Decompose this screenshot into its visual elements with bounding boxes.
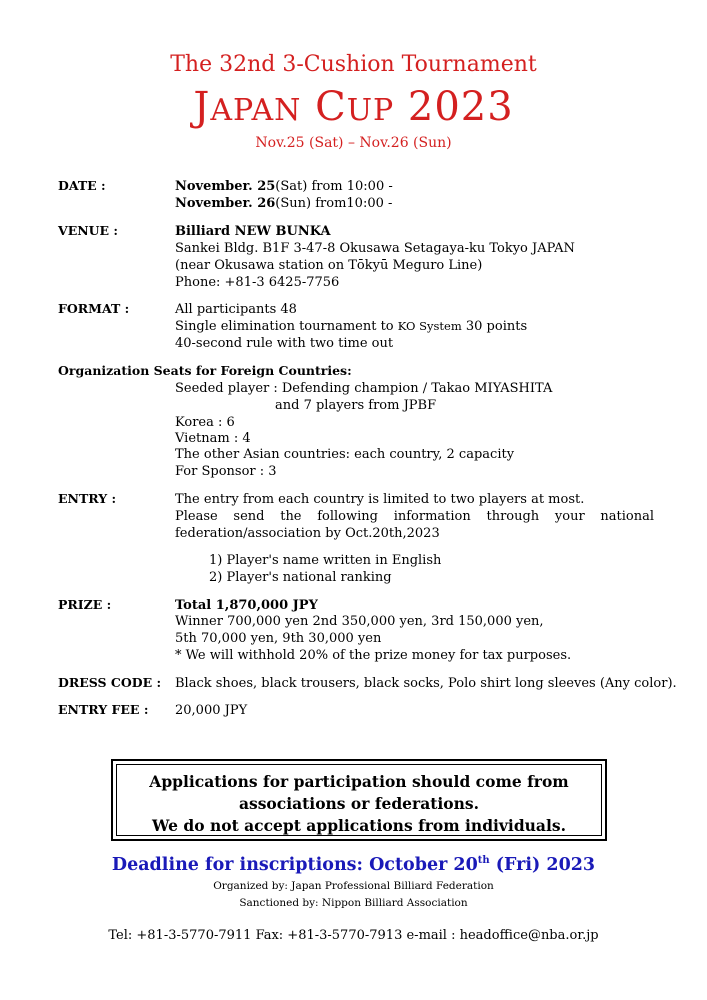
notice-line-1: Applications for participation should come from — [149, 772, 569, 791]
entry-fee-label: ENTRY FEE : — [58, 702, 149, 717]
deadline-year: (Fri) 2023 — [489, 855, 596, 875]
seats-sponsor: For Sponsor : 3 — [175, 464, 277, 479]
title-letter-j: J — [193, 84, 211, 130]
entry-deadline: federation/association by Oct.20th,2023 — [175, 526, 440, 541]
notice-line-3: We do not accept applications from individuals. — [152, 816, 566, 835]
format-timeout: 40-second rule with two time out — [175, 336, 394, 351]
sanctioned-by: Sanctioned by: Nippon Billiard Association — [239, 897, 468, 909]
prize-top3: Winner 700,000 yen 2nd 350,000 yen, 3rd 150,000 yen, — [175, 614, 544, 629]
notice-line-2: associations or federations. — [238, 794, 480, 813]
format-participants: All participants 48 — [175, 302, 297, 317]
prize-total: Total 1,870,000 JPY — [175, 598, 318, 613]
title-year: 2023 — [407, 84, 514, 130]
date-day2-date: November. 26 — [175, 196, 276, 211]
contact-info: Tel: +81-3-5770-7911 Fax: +81-3-5770-7913 e-mail : headoffice@nba.or.jp — [108, 928, 599, 943]
prize-label: PRIZE : — [58, 597, 112, 612]
notice-box — [111, 759, 607, 841]
seats-vietnam: Vietnam : 4 — [175, 431, 251, 446]
entry-label: ENTRY : — [58, 491, 117, 506]
title-up: UP — [346, 93, 395, 128]
date-day1-date: November. 25 — [175, 179, 276, 194]
tournament-title — [0, 84, 707, 130]
notice-inner — [116, 764, 602, 836]
prize-tax-note: * We will withhold 20% of the prize money for tax purposes. — [175, 648, 572, 663]
seats-label: Organization Seats for Foreign Countries: — [58, 363, 352, 378]
title-apan: APAN — [210, 93, 302, 128]
tournament-subtitle: The 32nd 3-Cushion Tournament — [170, 52, 537, 77]
venue-name: Billiard NEW BUNKA — [175, 224, 331, 239]
seats-korea: Korea : 6 — [175, 415, 235, 430]
organized-by: Organized by: Japan Professional Billiard Federation — [213, 880, 494, 892]
venue-near: (near Okusawa station on Tōkyū Meguro Line) — [175, 258, 483, 273]
seats-other: The other Asian countries: each country, 2 capacity — [175, 447, 515, 462]
entry-limit: The entry from each country is limited to two players at most. — [175, 492, 585, 507]
deadline-sup: th — [477, 855, 490, 867]
format-system-c: 30 points — [461, 319, 528, 334]
prize-5th-9th: 5th 70,000 yen, 9th 30,000 yen — [175, 631, 382, 646]
title-letter-c: C — [315, 84, 347, 130]
date-day2-time: (Sun) from10:00 - — [275, 196, 393, 211]
dress-code-text: Black shoes, black trousers, black socks, Polo shirt long sleeves (Any color). — [175, 676, 677, 691]
deadline-text: Deadline for inscriptions: October 20 — [111, 855, 478, 875]
format-system — [175, 318, 527, 335]
seats-seeded-jpbf: and 7 players from JPBF — [275, 398, 437, 413]
format-label: FORMAT : — [58, 301, 130, 316]
deadline — [0, 855, 707, 875]
date-day1-time: (Sat) from 10:00 - — [275, 179, 393, 194]
date-day1 — [175, 178, 393, 195]
format-system-a: Single elimination tournament to — [175, 319, 398, 334]
date-label: DATE : — [58, 178, 106, 193]
entry-instructions: Please send the following information through your national — [175, 509, 654, 524]
tournament-dates: Nov.25 (Sat) – Nov.26 (Sun) — [255, 135, 452, 151]
entry-item-ranking: 2) Player's national ranking — [209, 570, 392, 585]
date-day2 — [175, 195, 392, 212]
dress-code-label: DRESS CODE : — [58, 675, 162, 690]
venue-address: Sankei Bldg. B1F 3-47-8 Okusawa Setagaya-ku Tokyo JAPAN — [175, 241, 575, 256]
entry-fee-text: 20,000 JPY — [175, 703, 248, 718]
venue-label: VENUE : — [58, 223, 119, 238]
seats-seeded: Seeded player : Defending champion / Takao MIYASHITA — [175, 381, 553, 396]
entry-item-name: 1) Player's name written in English — [209, 553, 442, 568]
venue-phone: Phone: +81-3 6425-7756 — [175, 275, 340, 290]
format-system-ko: KO System — [397, 319, 462, 333]
